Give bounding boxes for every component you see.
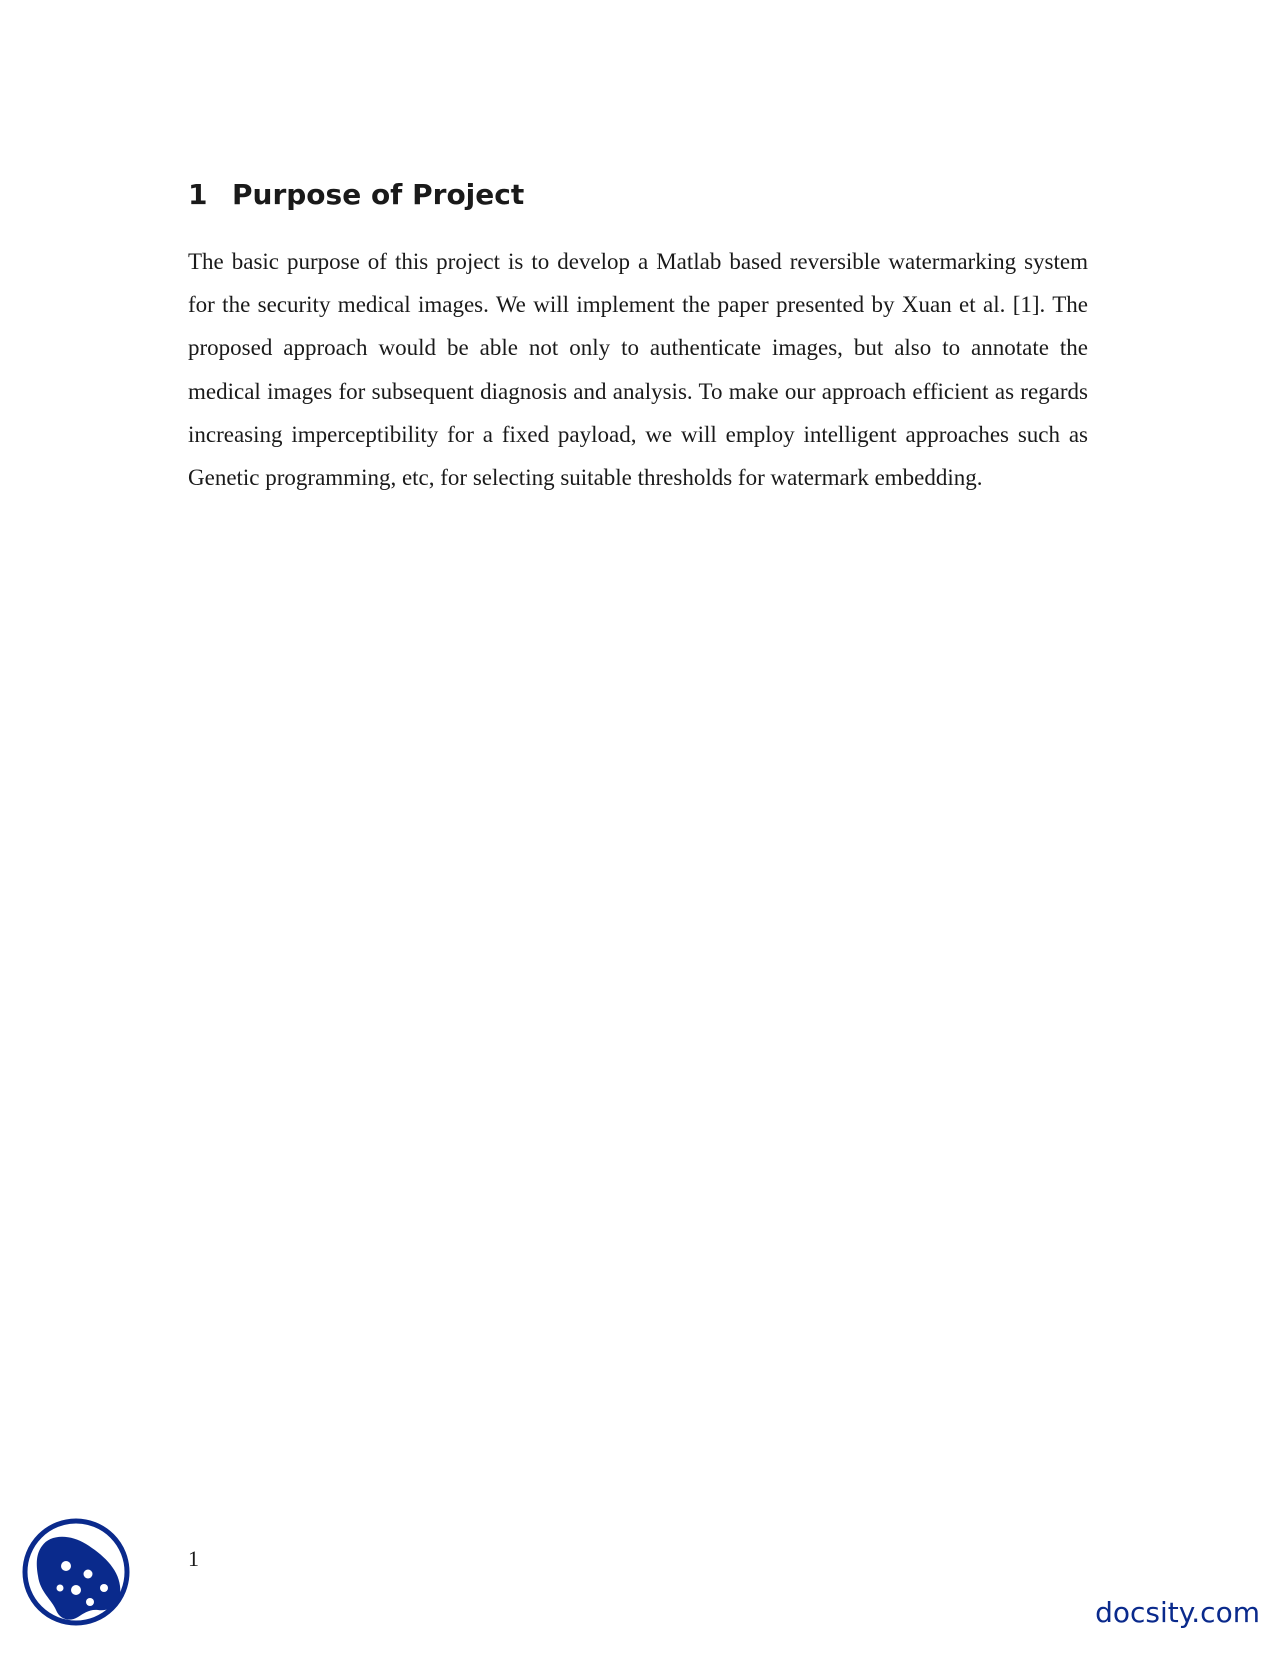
brand-link[interactable]: docsity.com (1095, 1596, 1260, 1629)
section-title: Purpose of Project (232, 178, 525, 211)
section-number: 1 (188, 178, 208, 211)
section-heading (188, 178, 524, 211)
body-paragraph: The basic purpose of this project is to develop a Matlab based reversible watermarking system for the security medical images. We will implement the paper presented by Xuan et al. [1]. The proposed approach would be able not only to authenticate images, but also to annotate the medical images for subsequent diagnosis and analysis. To make our approach efficient as regards increasing imperceptibility for a fixed payload, we will employ intelligent approaches such as Genetic programming, etc, for selecting suitable thresholds for watermark embedding. (188, 249, 1088, 491)
docsity-logo-icon (20, 1516, 132, 1628)
page-number: 1 (188, 1546, 199, 1571)
